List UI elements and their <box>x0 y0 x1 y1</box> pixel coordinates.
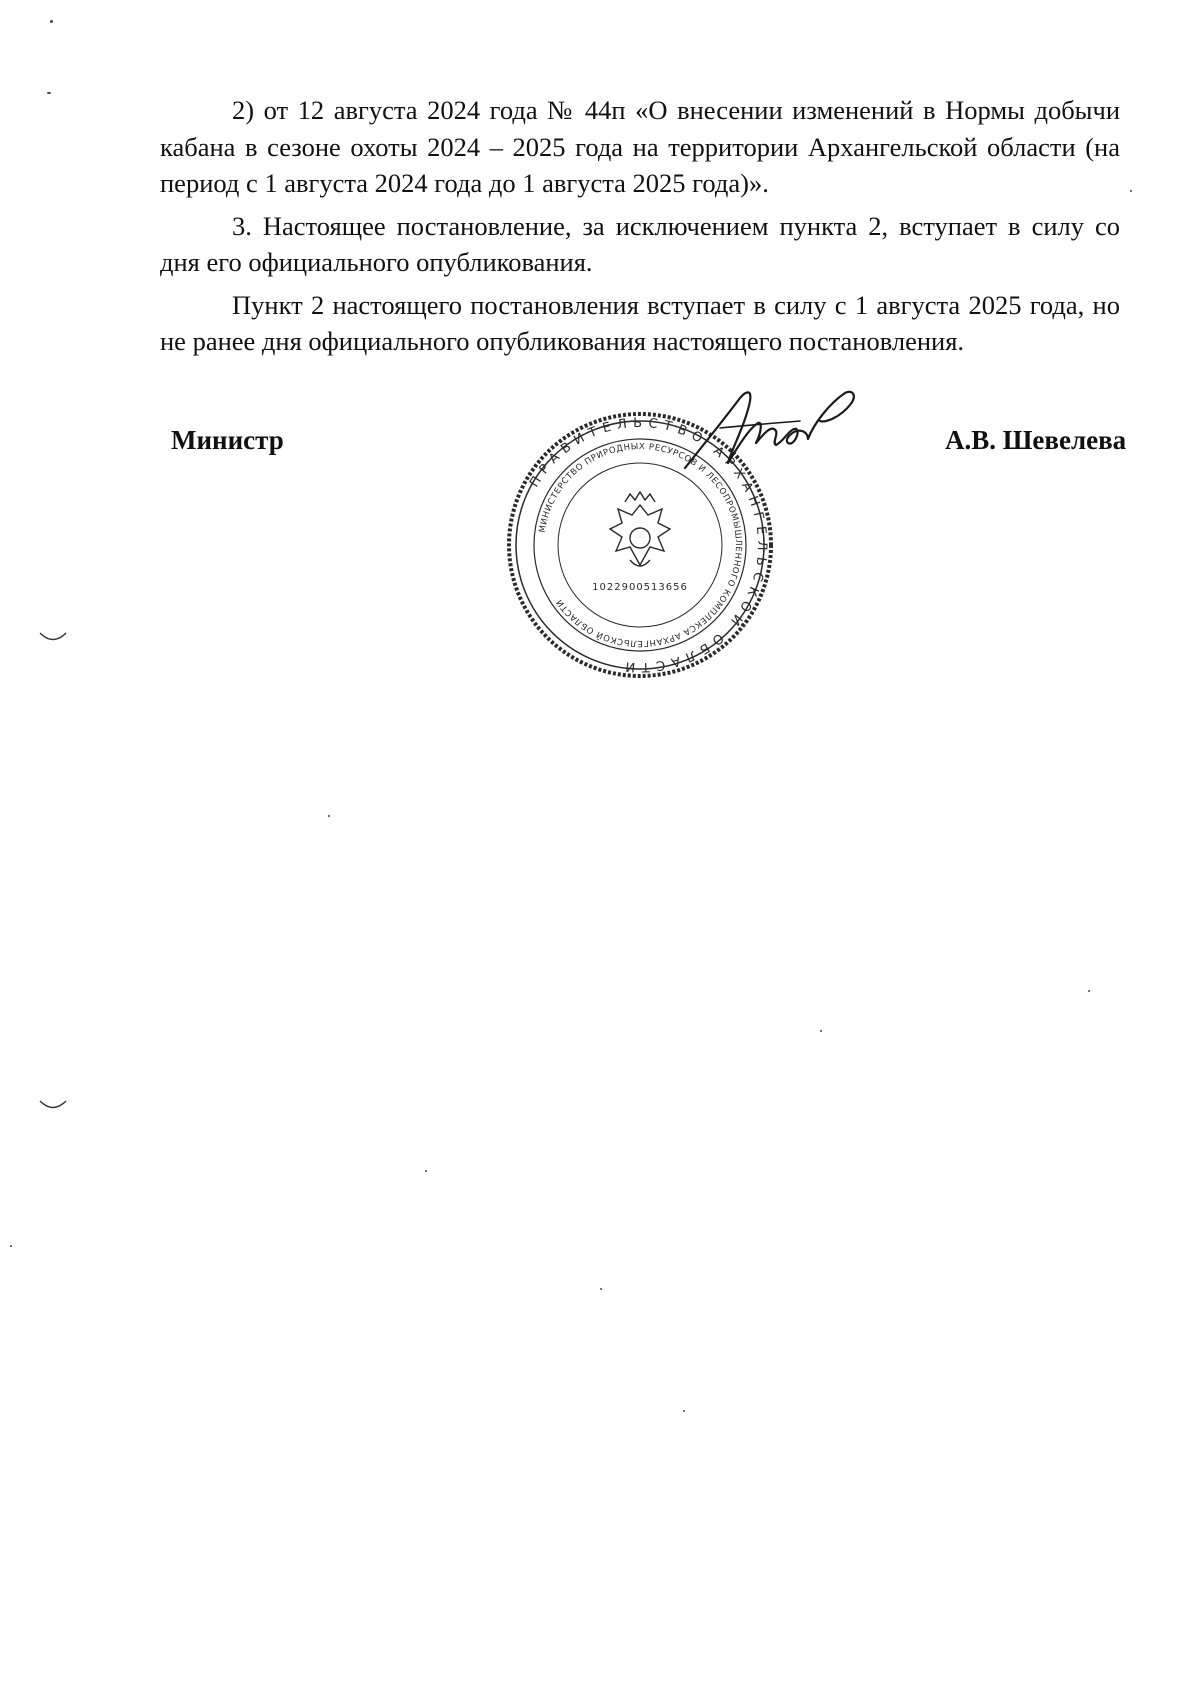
scan-speck <box>328 815 330 817</box>
paragraph-item-2-effective-date: Пункт 2 настоящего постановления вступает в силу с 1 августа 2025 года, но не ранее дня официального опубликования настоящего постановления. <box>160 289 1120 356</box>
scan-speck <box>683 1410 685 1412</box>
paragraph-amendment-item-2: 2) от 12 августа 2024 года № 44п «О внесении изменений в Нормы добычи кабана в сезоне охоты 2024 – 2025 года на территории Архангельской области (на период с 1 августа 2024 года до 1 августа 2025 года)». <box>160 95 1120 198</box>
scan-speck <box>425 1170 427 1172</box>
scan-speck <box>47 92 51 94</box>
scan-speck <box>1088 990 1090 992</box>
seal-outer-text: ПРАВИТЕЛЬСТВО АРХАНГЕЛЬСКОЙ ОБЛАСТИ <box>527 415 770 675</box>
scan-speck <box>50 20 53 23</box>
scan-artifact-icon <box>38 1098 68 1112</box>
signature-block <box>0 420 1200 460</box>
paragraph-entry-into-force: 3. Настоящее постановление, за исключением пункта 2, вступает в силу со дня его официального опубликования. <box>160 210 1120 277</box>
scan-speck <box>820 1030 822 1032</box>
coat-of-arms-icon <box>610 492 670 566</box>
scan-speck <box>10 1245 12 1247</box>
scan-artifact-icon <box>38 630 68 644</box>
scan-speck <box>1130 190 1132 192</box>
seal-ogrn: 1022900513656 <box>592 582 688 593</box>
scan-speck <box>600 1288 602 1290</box>
document-body <box>160 92 1120 360</box>
seal-inner-text: МИНИСТЕРСТВО ПРИРОДНЫХ РЕСУРСОВ И ЛЕСОПРОМЫШЛЕННОГО КОМПЛЕКСА АРХАНГЕЛЬСКОЙ ОБЛАСТИ <box>537 441 744 649</box>
signatory-name: А.В. Шевелева <box>945 425 1127 455</box>
signatory-position: Министр <box>171 425 284 455</box>
